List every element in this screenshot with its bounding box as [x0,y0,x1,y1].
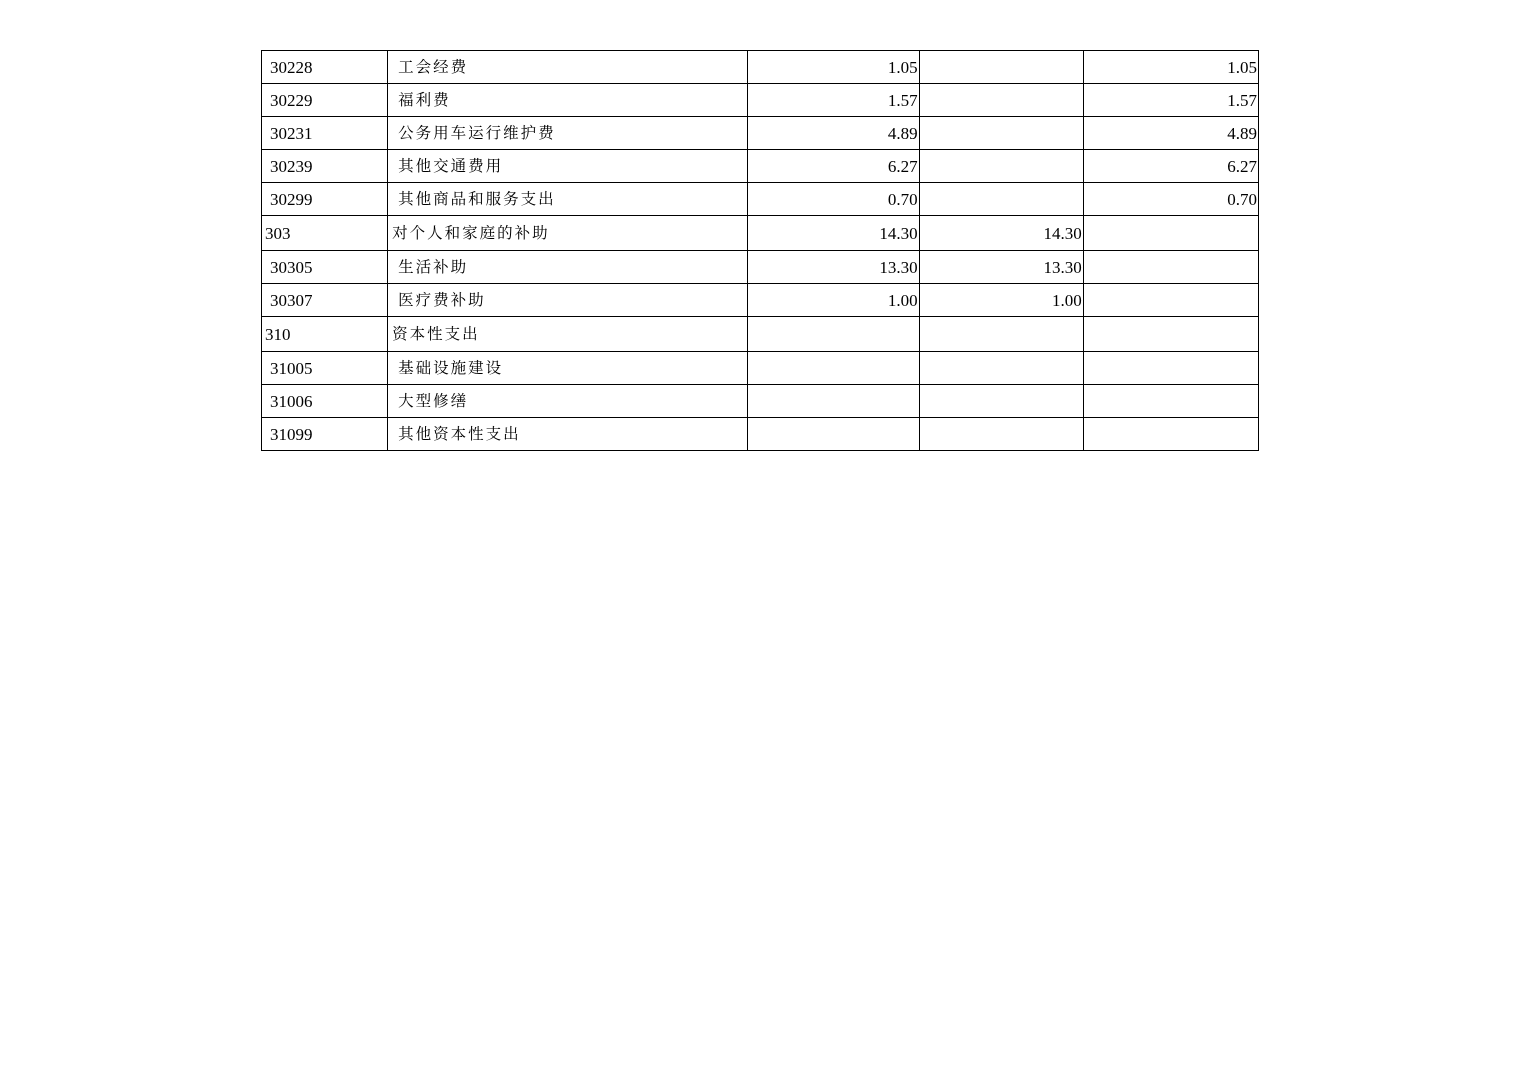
row-total [748,418,919,451]
row-project [1083,251,1258,284]
table-row [262,216,1259,251]
row-code: 30229 [262,84,388,117]
row-project [1083,418,1258,451]
row-code: 31005 [262,352,388,385]
row-project [1083,385,1258,418]
row-name: 对个人和家庭的补助 [388,216,748,251]
table-row [262,284,1259,317]
row-basic [919,150,1083,183]
row-total: 13.30 [748,251,919,284]
row-name: 其他商品和服务支出 [388,183,748,216]
table-row [262,251,1259,284]
row-code: 303 [262,216,388,251]
row-project: 4.89 [1083,117,1258,150]
row-code: 310 [262,317,388,352]
row-project: 6.27 [1083,150,1258,183]
row-name: 资本性支出 [388,317,748,352]
table-body [262,51,1259,451]
table-row [262,183,1259,216]
row-name: 基础设施建设 [388,352,748,385]
row-project [1083,317,1258,352]
row-basic: 14.30 [919,216,1083,251]
row-basic [919,84,1083,117]
row-code: 30307 [262,284,388,317]
row-total: 4.89 [748,117,919,150]
row-project [1083,216,1258,251]
row-code: 31099 [262,418,388,451]
row-project: 0.70 [1083,183,1258,216]
table-row [262,418,1259,451]
row-name: 大型修缮 [388,385,748,418]
row-total [748,352,919,385]
row-project [1083,352,1258,385]
expenditure-table [261,50,1259,451]
row-code: 30228 [262,51,388,84]
table-row [262,117,1259,150]
row-total: 6.27 [748,150,919,183]
row-code: 30231 [262,117,388,150]
row-basic [919,352,1083,385]
row-basic [919,183,1083,216]
row-basic [919,317,1083,352]
table-row [262,352,1259,385]
row-total: 1.00 [748,284,919,317]
table-row [262,150,1259,183]
row-name: 其他交通费用 [388,150,748,183]
row-total [748,317,919,352]
row-code: 30299 [262,183,388,216]
row-total: 1.57 [748,84,919,117]
row-project: 1.57 [1083,84,1258,117]
row-total: 14.30 [748,216,919,251]
row-basic [919,117,1083,150]
row-name: 福利费 [388,84,748,117]
row-project: 1.05 [1083,51,1258,84]
row-basic: 13.30 [919,251,1083,284]
row-project [1083,284,1258,317]
row-basic [919,418,1083,451]
row-code: 30239 [262,150,388,183]
row-name: 工会经费 [388,51,748,84]
row-code: 31006 [262,385,388,418]
table-row [262,385,1259,418]
row-basic [919,51,1083,84]
table-row [262,317,1259,352]
table-row [262,51,1259,84]
row-basic: 1.00 [919,284,1083,317]
row-total: 0.70 [748,183,919,216]
row-basic [919,385,1083,418]
row-name: 医疗费补助 [388,284,748,317]
row-total [748,385,919,418]
row-name: 生活补助 [388,251,748,284]
row-total: 1.05 [748,51,919,84]
table-row [262,84,1259,117]
row-name: 其他资本性支出 [388,418,748,451]
row-name: 公务用车运行维护费 [388,117,748,150]
row-code: 30305 [262,251,388,284]
